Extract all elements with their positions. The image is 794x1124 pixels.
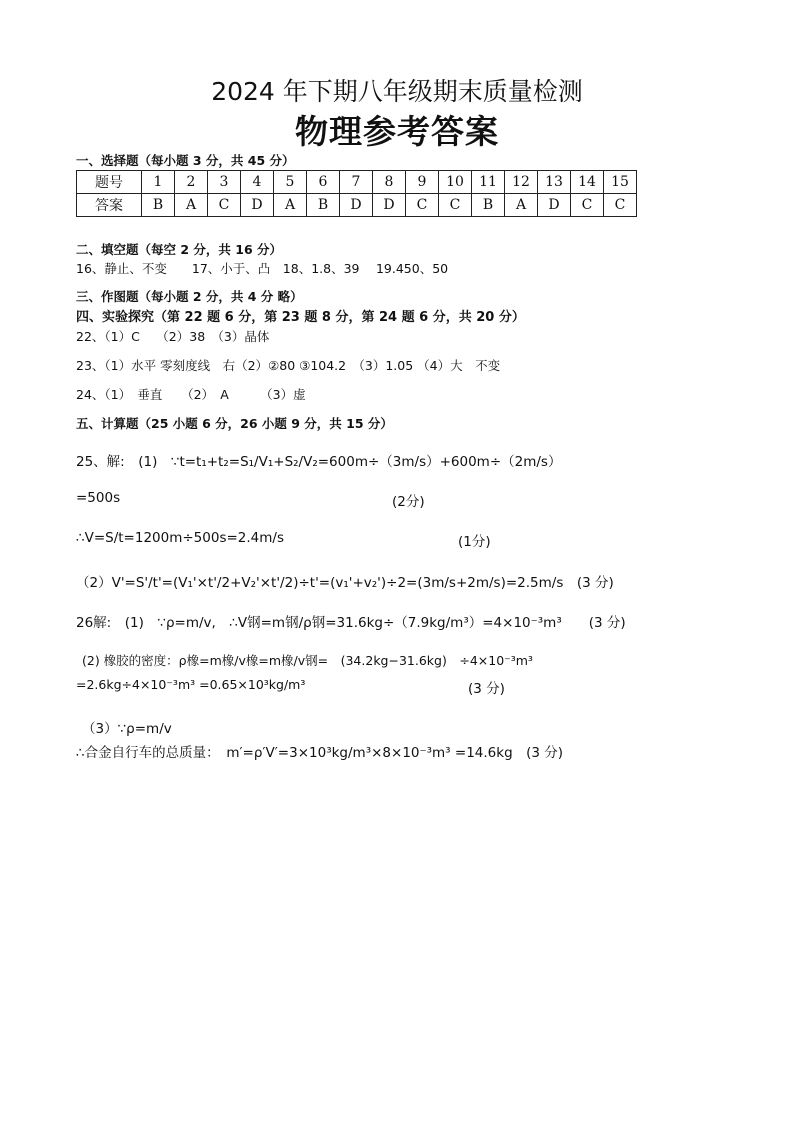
answer-cell: B [142,194,175,217]
q26-part2-score: (3 分) [468,681,505,697]
answer-cell: D [538,194,571,217]
answer-cell: B [472,194,505,217]
answer-cell: C [406,194,439,217]
q24-answer: 24、（1） 垂直 （2） A （3）虚 [76,387,306,402]
q26-part2: (2) 橡胶的密度：ρ橡=m橡/v橡=m橡/v钢= (34.2kg−31.6kg) ÷4×10⁻³m³ [82,653,533,668]
question-number: 14 [571,171,604,194]
answer-cell: C [604,194,637,217]
question-number: 7 [340,171,373,194]
table-row-numbers [77,171,637,194]
answer-cell: A [274,194,307,217]
section4-heading: 四、实验探究（第 22 题 6 分，第 23 题 8 分，第 24 题 6 分，共 20 分） [76,310,525,325]
answer-cell: A [175,194,208,217]
question-number: 1 [142,171,175,194]
q25-step2-score: (2分) [392,494,425,510]
question-number: 4 [241,171,274,194]
question-number: 13 [538,171,571,194]
q26-part3-result: ∴合金自行车的总质量： m′=ρ′V′=3×10³kg/m³×8×10⁻³m³ =14.6kg (3 分) [76,745,564,761]
q25-step3-score: (1分) [458,534,491,550]
question-number: 11 [472,171,505,194]
table-row-answers [77,194,637,217]
q26-part1: 26解: (1) ∵ρ=m/v, ∴V钢=m钢/ρ钢=31.6kg÷（7.9kg/m³）=4×10⁻³m³ (3 分) [76,615,626,631]
q26-part3: （3）∵ρ=m/v [82,721,172,737]
question-number: 2 [175,171,208,194]
answer-cell: C [208,194,241,217]
row-label-number: 题号 [77,171,142,194]
answer-cell: D [373,194,406,217]
section5-heading: 五、计算题（25 小题 6 分，26 小题 9 分，共 15 分） [76,416,393,431]
question-number: 6 [307,171,340,194]
question-number: 12 [505,171,538,194]
answer-cell: C [571,194,604,217]
q22-answer: 22、（1）C （2）38 （3）晶体 [76,329,270,344]
question-number: 10 [439,171,472,194]
question-number: 3 [208,171,241,194]
section2-heading: 二、填空题（每空 2 分，共 16 分） [76,242,283,257]
question-number: 9 [406,171,439,194]
section3-heading: 三、作图题（每小题 2 分，共 4 分 略） [76,289,303,304]
answer-table [76,170,637,217]
answer-cell: D [340,194,373,217]
question-number: 8 [373,171,406,194]
answer-cell: D [241,194,274,217]
answer-key-title: 物理参考答案 [295,112,499,151]
answer-cell: B [307,194,340,217]
exam-title: 2024 年下期八年级期末质量检测 [211,77,583,106]
section1-heading: 一、选择题（每小题 3 分，共 45 分） [76,153,295,168]
question-number: 15 [604,171,637,194]
q26-part2-result: =2.6kg÷4×10⁻³m³ =0.65×10³kg/m³ [76,677,306,692]
q23-answer: 23、（1）水平 零刻度线 右（2）②80 ③104.2 （3）1.05 （4）大 不变 [76,358,501,373]
row-label-answer: 答案 [77,194,142,217]
q25-step2: =500s [76,490,121,506]
question-number: 5 [274,171,307,194]
section2-answers: 16、静止、不变 17、小于、凸 18、1.8、39 19.450、50 [76,261,449,276]
q25-step1: 25、解: (1) ∵t=t₁+t₂=S₁/V₁+S₂/V₂=600m÷（3m/s）+600m÷（2m/s） [76,454,562,470]
q25-step3: ∴V=S/t=1200m÷500s=2.4m/s [76,530,284,546]
q25-part2: （2）V'=S'/t'=(V₁'×t'/2+V₂'×t'/2)÷t'=(v₁'+v₂')÷2=(3m/s+2m/s)=2.5m/s (3 分) [76,575,614,591]
answer-cell: A [505,194,538,217]
answer-cell: C [439,194,472,217]
